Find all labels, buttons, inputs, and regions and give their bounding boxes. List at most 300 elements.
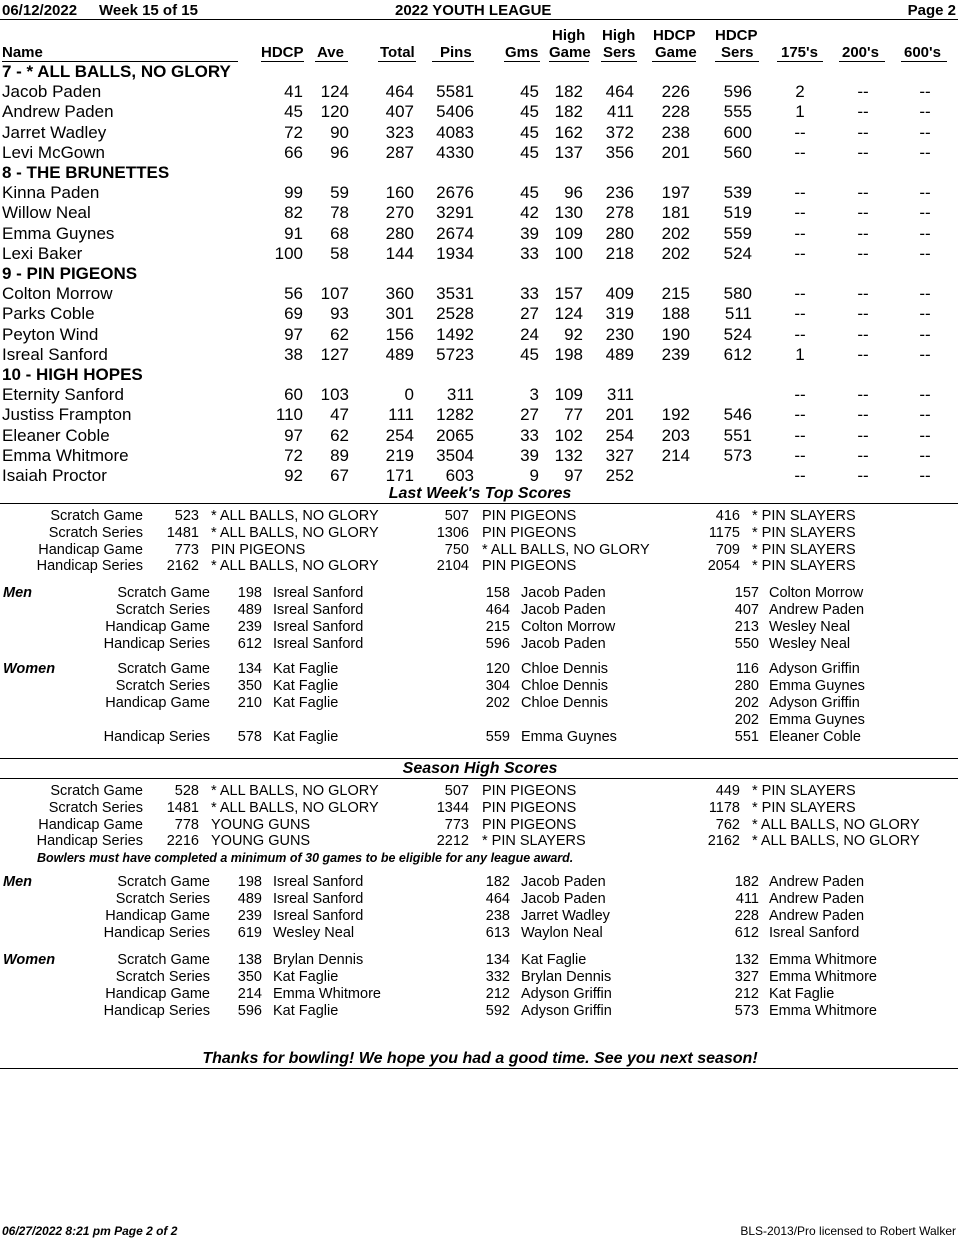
score-holder: Kat Faglie [273,1003,339,1019]
player-stat: 188 [661,304,690,324]
season-top-rule [0,758,958,759]
player-stat: 9 [529,466,539,485]
score-holder: * PIN SLAYERS [482,833,586,850]
player-stat: 72 [284,122,303,142]
player-stat: -- [857,203,869,223]
player-stat: 96 [330,142,349,162]
player-stat: 2674 [436,223,474,243]
score-holder: Adyson Griffin [521,1003,612,1019]
score-value: 350 [237,969,262,985]
score-value: 182 [485,874,510,890]
player-stat: -- [857,82,869,102]
player-stat: -- [794,142,806,162]
player-stat: 202 [661,223,690,243]
player-stat: 182 [554,102,583,122]
score-value: 596 [237,1003,262,1019]
score-holder: Isreal Sanford [769,925,860,941]
score-category: Handicap Series [103,1003,210,1019]
player-stat: -- [794,122,806,142]
player-stat: 411 [606,102,634,122]
score-holder: Wesley Neal [273,925,355,941]
score-holder: Waylon Neal [521,925,603,941]
player-stat: 89 [330,445,349,465]
score-holder: PIN PIGEONS [482,508,577,524]
score-value: 1344 [436,799,469,816]
last-week-title: Last Week's Top Scores [388,485,572,502]
player-stat: 1492 [436,324,474,344]
score-value: 1306 [436,524,469,541]
player-name: Isaiah Proctor [2,466,107,485]
player-stat: -- [919,324,931,344]
player-row [0,304,960,324]
col-high-game-2: Game [549,44,591,61]
player-stat: -- [794,405,806,425]
player-stat: -- [857,425,869,445]
player-stat: 228 [661,102,690,122]
player-stat: 489 [385,344,414,364]
score-value: 2216 [166,833,199,850]
player-row [0,385,960,405]
player-stat: 559 [723,223,752,243]
player-stat: 236 [605,183,634,203]
player-stat: -- [919,284,931,304]
player-stat: 3531 [436,284,474,304]
score-holder: Emma Whitmore [769,952,877,968]
score-holder: Emma Guynes [769,712,865,728]
player-name: Emma Guynes [2,223,115,243]
player-stat: 612 [723,344,752,364]
score-value: 411 [735,891,759,907]
player-stat: 97 [284,324,303,344]
score-holder: Emma Whitmore [273,986,381,1002]
score-holder: Emma Guynes [769,678,865,694]
col-200s: 200's [842,44,879,61]
score-value: 239 [237,619,262,635]
player-stat: 3 [529,385,539,405]
player-stat: 124 [320,82,349,102]
score-holder: Eleaner Coble [769,729,861,745]
score-holder: Isreal Sanford [273,602,364,618]
score-value: 762 [715,816,740,833]
score-holder: Emma Whitmore [769,1003,877,1019]
player-stat: -- [857,183,869,203]
col-600s: 600's [904,44,941,61]
player-stat: 3504 [436,445,474,465]
season-men-label: Men [3,874,32,890]
player-stat: 511 [724,304,752,324]
player-stat: 280 [605,223,634,243]
score-value: 213 [734,619,759,635]
score-value: 464 [485,891,510,907]
score-value: 416 [715,508,740,524]
score-category: Handicap Game [105,986,210,1002]
team-name: 8 - THE BRUNETTES [2,163,170,182]
season-title: Season High Scores [402,760,558,777]
score-holder: * PIN SLAYERS [752,524,856,541]
player-stat: 92 [284,466,303,485]
last-week-men-label: Men [3,585,32,601]
player-stat: 2065 [436,425,474,445]
score-value: 134 [237,661,262,677]
player-stat: 198 [554,344,583,364]
player-stat: 38 [284,344,303,364]
score-value: 157 [734,585,759,601]
player-row [0,244,960,264]
player-stat: 45 [520,102,539,122]
player-stat: 110 [275,405,303,425]
score-holder: PIN PIGEONS [482,799,577,816]
player-stat: 68 [330,223,349,243]
player-stat: 93 [330,304,349,324]
score-value: 528 [174,783,199,799]
player-stat: 600 [723,122,752,142]
player-row [0,183,960,203]
player-stat: 270 [385,203,414,223]
player-stat: 360 [385,284,414,304]
score-category: Scratch Game [117,585,210,601]
player-name: Colton Morrow [2,284,113,304]
player-stat: 603 [445,466,474,485]
score-holder: Wesley Neal [769,619,851,635]
score-value: 138 [237,952,262,968]
player-stat: 0 [404,385,414,405]
player-stat: 109 [554,385,583,405]
player-stat: 218 [605,243,634,263]
week-label: Week 15 of 15 [99,2,198,19]
score-holder: Jacob Paden [521,891,606,907]
player-stat: 47 [330,405,349,425]
player-stat: 254 [385,425,414,445]
player-row [0,325,960,345]
player-stat: 120 [320,102,349,122]
score-value: 332 [485,969,510,985]
player-stat: 5406 [436,102,474,122]
score-holder: * ALL BALLS, NO GLORY [211,508,379,524]
score-value: 573 [734,1003,759,1019]
score-value: 596 [485,636,510,652]
score-holder: Emma Guynes [521,729,617,745]
score-holder: Kat Faglie [273,729,339,745]
score-category: Handicap Series [103,729,210,745]
player-stat: -- [919,425,931,445]
col-total: Total [380,44,415,61]
player-stat: 546 [723,405,752,425]
player-stat: 42 [520,203,539,223]
score-holder: * PIN SLAYERS [752,541,856,558]
score-category: Scratch Series [115,969,210,985]
score-value: 2104 [436,558,469,575]
player-stat: 596 [723,82,752,102]
player-stat: 66 [284,142,303,162]
last-week-rule [0,503,958,504]
season-rule [0,778,958,779]
player-name: Justiss Frampton [2,405,132,425]
player-stat: 1 [795,102,805,122]
player-row [0,466,960,486]
player-stat: 524 [723,324,752,344]
score-holder: * ALL BALLS, NO GLORY [211,799,379,816]
player-stat: 62 [330,425,349,445]
score-category: Handicap Series [36,558,143,575]
player-stat: 67 [330,466,349,485]
player-stat: -- [919,304,931,324]
score-value: 507 [444,783,469,799]
player-stat: -- [919,82,931,102]
score-holder: PIN PIGEONS [211,541,306,558]
player-stat: -- [919,223,931,243]
player-stat: 1282 [436,405,474,425]
player-stat: 127 [320,344,349,364]
score-holder: Chloe Dennis [521,695,609,711]
score-holder: Kat Faglie [273,661,339,677]
team-header-row [0,264,960,284]
team-name: 9 - PIN PIGEONS [2,264,138,283]
player-stat: 132 [554,445,583,465]
score-value: 1481 [166,524,199,541]
player-row [0,284,960,304]
player-stat: 59 [330,183,349,203]
player-stat: 190 [661,324,690,344]
score-category: Scratch Series [48,799,143,816]
score-value: 612 [237,636,262,652]
player-stat: 96 [564,183,583,203]
footer-license: BLS-2013/Pro licensed to Robert Walker [740,1224,956,1238]
player-row [0,102,960,122]
player-stat: 124 [554,304,583,324]
player-stat: 327 [605,445,634,465]
player-stat: 56 [284,284,303,304]
score-category: Handicap Game [105,619,210,635]
score-value: 750 [444,541,469,558]
player-stat: 311 [446,385,474,405]
score-value: 304 [485,678,510,694]
score-holder: PIN PIGEONS [482,524,577,541]
player-stat: 278 [605,203,634,223]
player-stat: 464 [385,82,414,102]
player-stat: -- [794,203,806,223]
player-stat: 519 [723,203,752,223]
player-stat: -- [794,324,806,344]
score-value: 489 [237,602,262,618]
player-stat: 1 [795,344,805,364]
player-stat: 214 [661,445,690,465]
player-name: Levi McGown [2,142,105,162]
player-stat: 539 [723,183,752,203]
score-holder: Andrew Paden [769,874,865,890]
player-stat: 239 [661,344,690,364]
player-stat: 560 [723,142,752,162]
score-holder: Isreal Sanford [273,636,364,652]
player-stat: 252 [605,466,634,485]
player-name: Emma Whitmore [2,445,129,465]
score-value: 210 [237,695,262,711]
score-value: 773 [174,541,199,558]
score-holder: Chloe Dennis [521,661,609,677]
player-stat: 111 [388,405,414,425]
league-title: 2022 YOUTH LEAGUE [395,2,552,19]
score-value: 120 [485,661,510,677]
player-stat: 238 [661,122,690,142]
col-ave: Ave [317,44,344,61]
player-stat: 90 [330,122,349,142]
score-value: 1481 [166,799,199,816]
player-stat: -- [919,243,931,263]
score-value: 2212 [436,833,469,850]
player-stat: 97 [564,466,583,485]
player-stat: 92 [564,324,583,344]
player-stat: 372 [605,122,634,142]
score-value: 559 [485,729,510,745]
player-stat: 109 [554,223,583,243]
player-name: Willow Neal [2,203,91,223]
player-stat: 45 [520,183,539,203]
score-holder: * ALL BALLS, NO GLORY [211,783,379,799]
score-holder: Emma Whitmore [769,969,877,985]
score-value: 2162 [707,833,740,850]
player-stat: 226 [661,82,690,102]
player-name: Isreal Sanford [2,344,108,364]
eligibility-note: Bowlers must have completed a minimum of 30 games to be eligible for any league award. [37,851,574,865]
score-category: Handicap Game [38,541,143,558]
player-stat: -- [857,284,869,304]
player-stat: -- [857,122,869,142]
score-holder: Adyson Griffin [769,661,860,677]
score-holder: Kat Faglie [273,695,339,711]
player-stat: 27 [520,304,539,324]
header-rule [0,19,958,20]
player-stat: 192 [661,405,690,425]
player-stat: 311 [606,385,634,405]
player-stat: 407 [385,102,414,122]
player-row [0,143,960,163]
player-stat: 254 [605,425,634,445]
player-stat: 60 [284,385,303,405]
player-stat: -- [919,445,931,465]
player-stat: -- [794,243,806,263]
closing-rule [0,1068,958,1069]
score-value: 182 [734,874,759,890]
score-category: Handicap Series [103,636,210,652]
player-stat: 197 [661,183,690,203]
score-category: Scratch Game [50,508,143,524]
player-stat: 78 [330,203,349,223]
score-value: 778 [174,816,199,833]
score-value: 215 [485,619,510,635]
player-stat: 33 [520,243,539,263]
score-value: 2054 [707,558,740,575]
player-stat: 5581 [436,82,474,102]
col-hdcp-game-2: Game [655,44,697,61]
score-value: 464 [485,602,510,618]
score-category: Handicap Game [105,908,210,924]
col-hdcp-game-1: HDCP [653,27,696,44]
score-category: Scratch Game [117,952,210,968]
player-stat: -- [794,284,806,304]
score-value: 202 [485,695,510,711]
score-holder: Isreal Sanford [273,874,364,890]
player-stat: 489 [605,344,634,364]
player-row [0,123,960,143]
score-holder: Andrew Paden [769,908,865,924]
score-category: Scratch Game [117,874,210,890]
player-stat: 202 [661,243,690,263]
player-row [0,224,960,244]
player-name: Jarret Wadley [2,122,107,142]
score-value: 238 [485,908,510,924]
score-value: 214 [237,986,262,1002]
player-name: Eternity Sanford [2,385,124,405]
score-holder: * ALL BALLS, NO GLORY [211,558,379,575]
player-stat: 356 [605,142,634,162]
player-row [0,203,960,223]
report-date: 06/12/2022 [2,2,78,19]
score-holder: Brylan Dennis [273,952,364,968]
player-stat: 1934 [436,243,474,263]
player-stat: 91 [284,223,303,243]
score-holder: Kat Faglie [521,952,587,968]
player-stat: -- [919,466,931,485]
player-stat: 319 [605,304,634,324]
player-stat: 137 [554,142,583,162]
score-holder: Kat Faglie [273,969,339,985]
score-value: 612 [734,925,759,941]
score-holder: PIN PIGEONS [482,816,577,833]
score-holder: YOUNG GUNS [211,833,311,850]
score-value: 280 [734,678,759,694]
player-stat: 45 [520,142,539,162]
player-stat: 201 [605,405,634,425]
closing-message: Thanks for bowling! We hope you had a good time. See you next season! [202,1050,758,1067]
page-number: Page 2 [907,2,956,19]
score-value: 132 [734,952,759,968]
col-high-game-1: High [552,27,586,44]
score-holder: * ALL BALLS, NO GLORY [752,833,920,850]
player-stat: -- [919,385,931,405]
player-stat: 162 [554,122,583,142]
player-stat: 77 [564,405,583,425]
player-stat: -- [919,122,931,142]
player-stat: 58 [330,243,349,263]
player-stat: 230 [605,324,634,344]
player-stat: -- [794,385,806,405]
score-holder: Colton Morrow [521,619,616,635]
season-women-label: Women [3,952,56,968]
score-value: 158 [485,585,510,601]
player-stat: 100 [554,243,583,263]
score-holder: * PIN SLAYERS [752,558,856,575]
player-stat: 82 [284,203,303,223]
team-header-row [0,62,960,82]
player-stat: -- [857,405,869,425]
player-stat: 181 [661,203,690,223]
score-value: 198 [237,874,262,890]
player-stat: -- [794,223,806,243]
col-name: Name [2,44,43,61]
player-row [0,405,960,425]
score-holder: * PIN SLAYERS [752,799,856,816]
player-stat: 99 [284,183,303,203]
player-stat: 62 [330,324,349,344]
score-holder: * ALL BALLS, NO GLORY [752,816,920,833]
player-stat: -- [794,425,806,445]
player-stat: 219 [385,445,414,465]
player-stat: -- [794,445,806,465]
player-stat: 100 [274,243,303,263]
score-value: 449 [715,783,740,799]
player-stat: -- [857,304,869,324]
score-holder: YOUNG GUNS [211,816,311,833]
player-stat: -- [919,142,931,162]
